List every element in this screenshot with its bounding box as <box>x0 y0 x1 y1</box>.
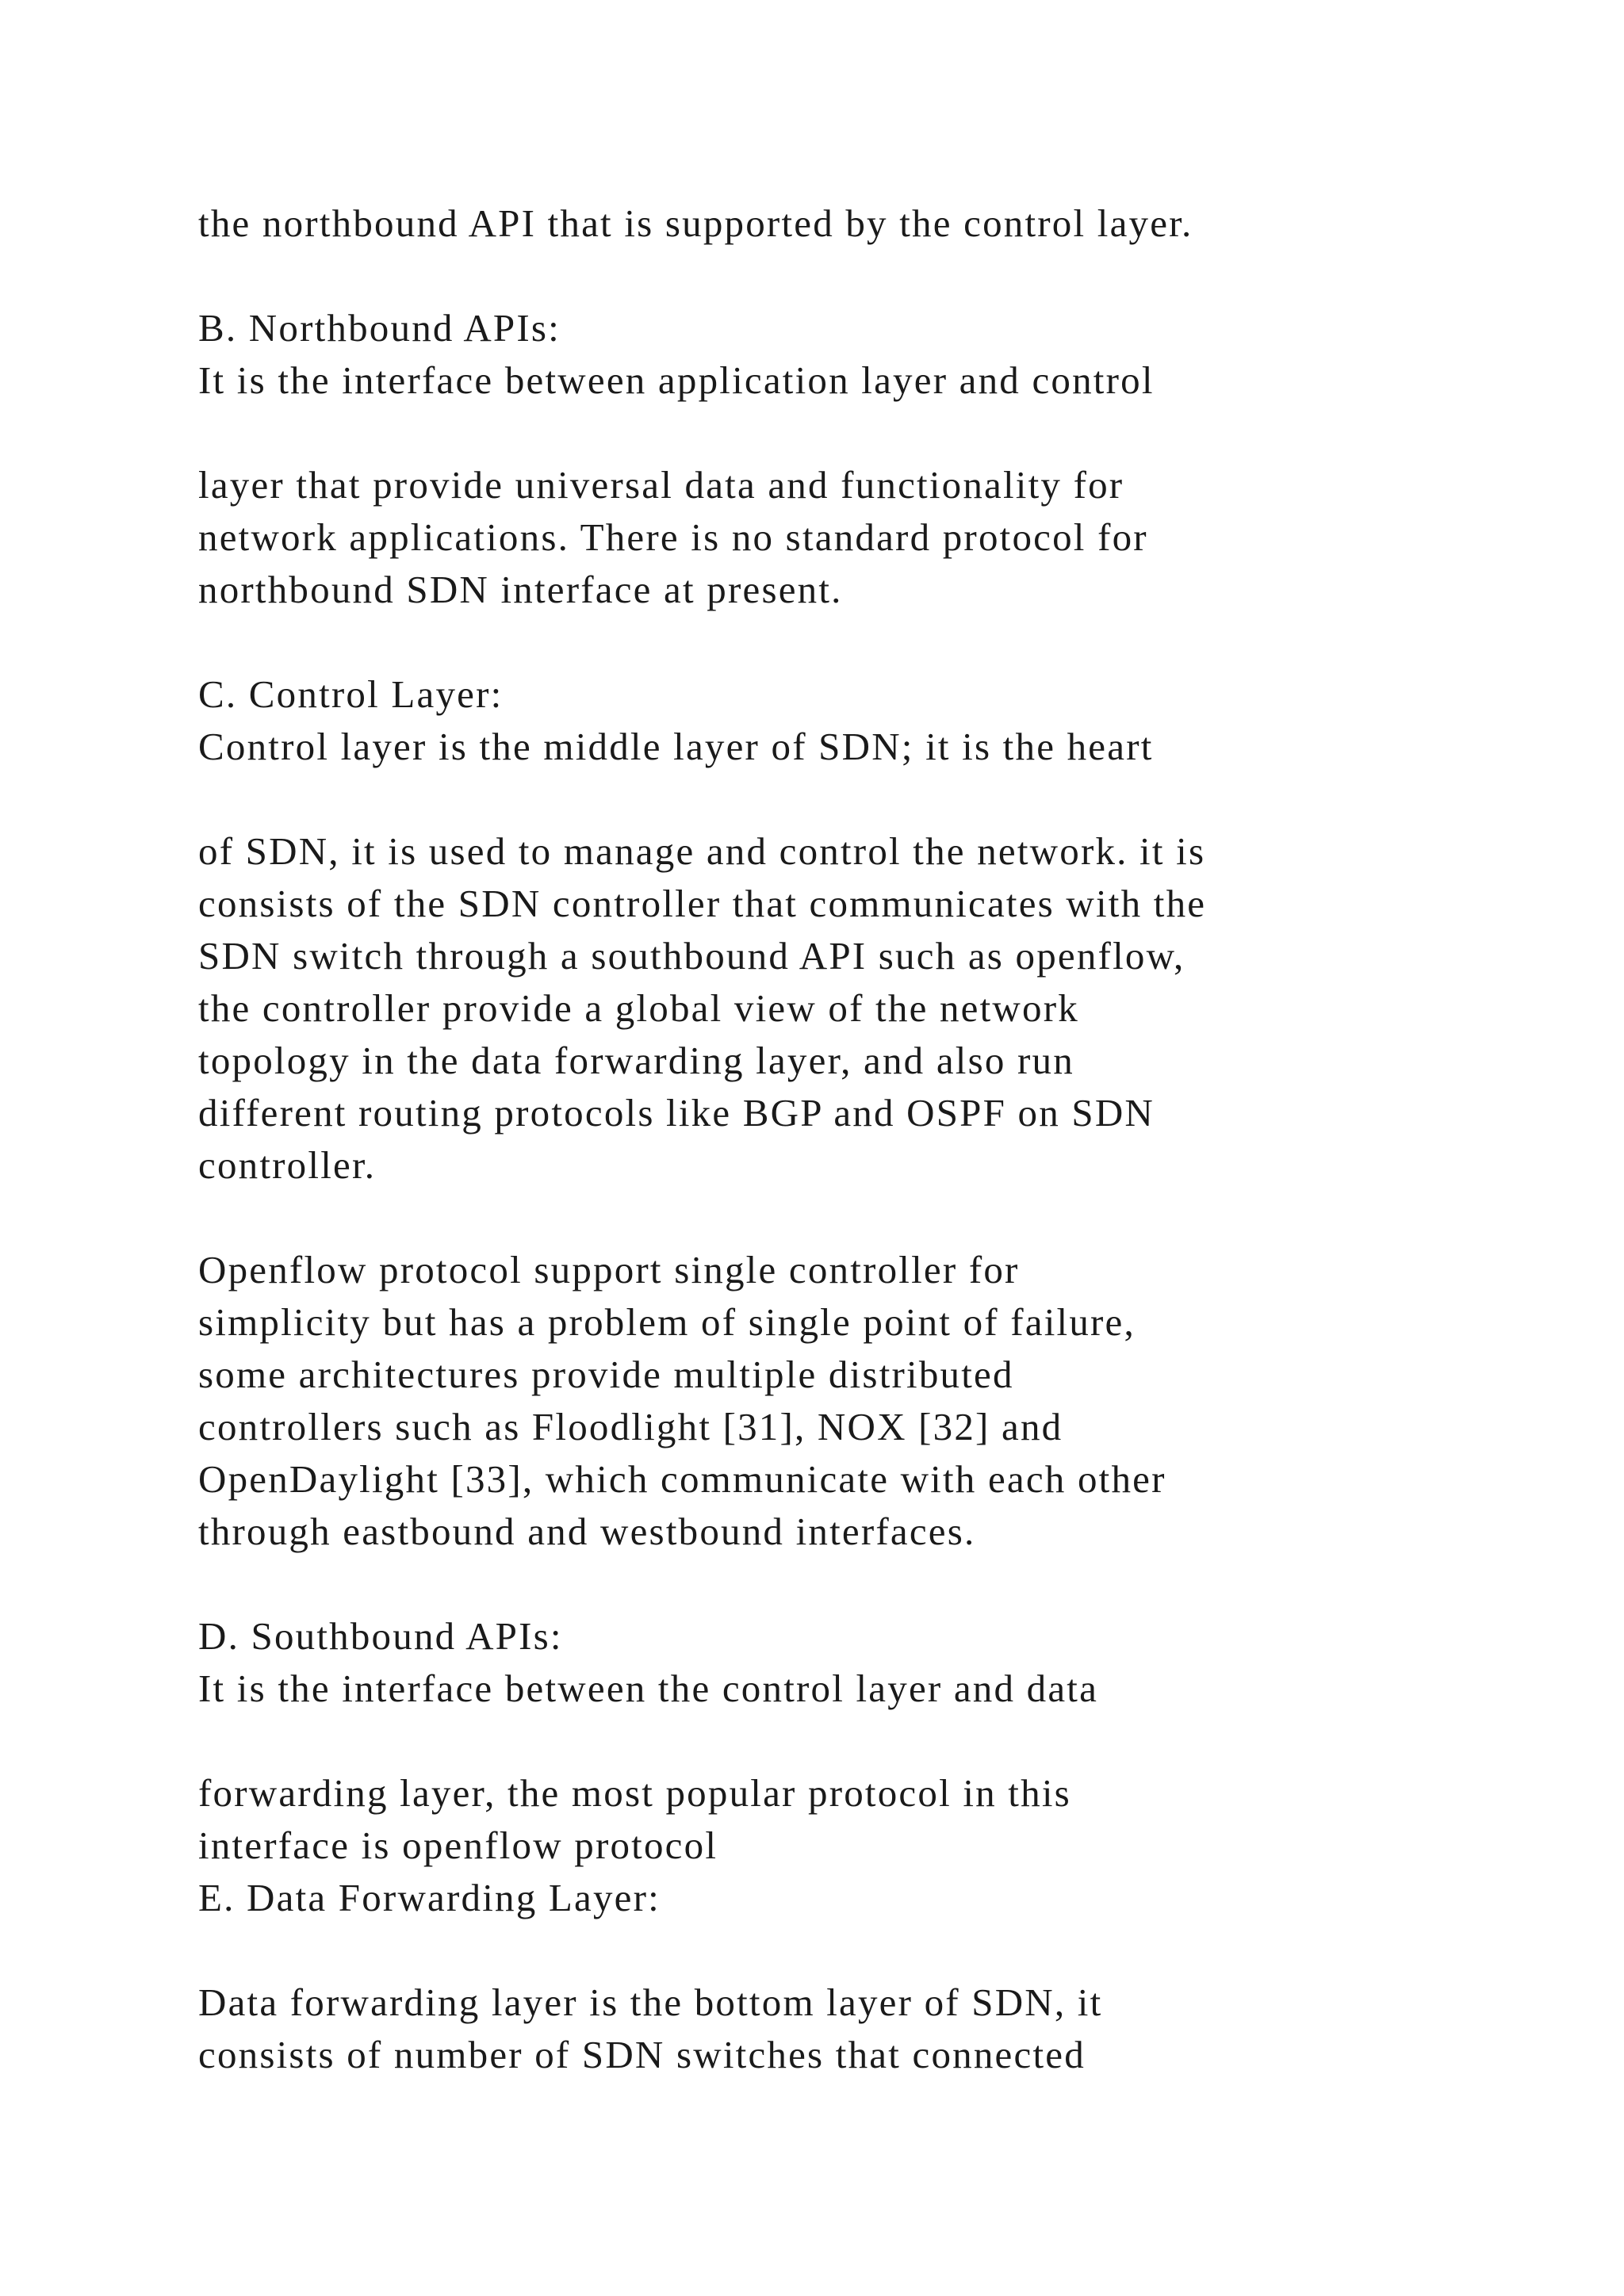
text-line: some architectures provide multiple distributed <box>198 1353 1014 1396</box>
text-line: It is the interface between application layer and control <box>198 358 1155 402</box>
section-heading-northbound-apis: B. Northbound APIs: <box>198 306 561 350</box>
text-line: consists of the SDN controller that communicates with the <box>198 882 1207 925</box>
text-line: northbound SDN interface at present. <box>198 568 843 611</box>
text-line: SDN switch through a southbound API such as openflow, <box>198 934 1185 978</box>
text-line: of SDN, it is used to manage and control the network. it is <box>198 829 1206 873</box>
text-line: forwarding layer, the most popular protocol in this <box>198 1771 1071 1815</box>
text-line: layer that provide universal data and functionality for <box>198 463 1124 507</box>
text-line: different routing protocols like BGP and OSPF on SDN <box>198 1091 1155 1135</box>
text-line: OpenDaylight [33], which communicate with each other <box>198 1457 1166 1501</box>
text-line: controller. <box>198 1143 377 1187</box>
text-line: Data forwarding layer is the bottom layer of SDN, it <box>198 1980 1103 2024</box>
section-heading-southbound-apis: D. Southbound APIs: <box>198 1614 563 1658</box>
text-line: controllers such as Floodlight [31], NOX [32] and <box>198 1405 1063 1448</box>
section-heading-control-layer: C. Control Layer: <box>198 672 504 716</box>
text-line: the controller provide a global view of the network <box>198 986 1079 1030</box>
section-heading-data-forwarding-layer: E. Data Forwarding Layer: <box>198 1876 661 1919</box>
text-line: network applications. There is no standard protocol for <box>198 515 1148 559</box>
text-line: the northbound API that is supported by the control layer. <box>198 201 1193 245</box>
text-line: topology in the data forwarding layer, and also run <box>198 1039 1074 1082</box>
text-line: through eastbound and westbound interfaces. <box>198 1510 976 1553</box>
text-line: It is the interface between the control layer and data <box>198 1667 1099 1710</box>
text-line: simplicity but has a problem of single point of failure, <box>198 1300 1136 1344</box>
text-line: Control layer is the middle layer of SDN; it is the heart <box>198 725 1154 768</box>
text-line: Openflow protocol support single controller for <box>198 1248 1020 1292</box>
text-line: consists of number of SDN switches that connected <box>198 2033 1086 2076</box>
text-line: interface is openflow protocol <box>198 1823 718 1867</box>
